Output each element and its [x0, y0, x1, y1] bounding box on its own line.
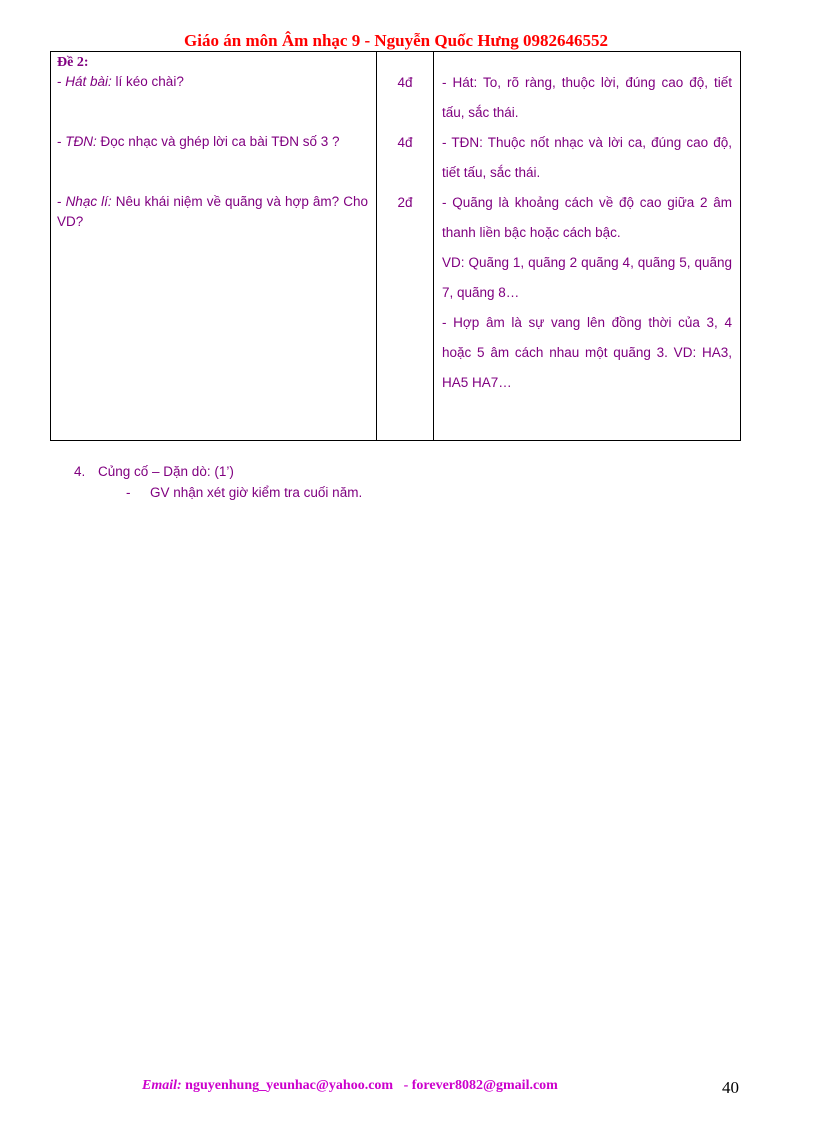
- question-music-theory: - Nhạc lí: Nêu khái niệm về quãng và hợp âm? Cho VD?: [57, 194, 368, 229]
- answer-singing: - Hát: To, rõ ràng, thuộc lời, đúng cao độ, tiết tấu, sắc thái.: [442, 75, 732, 120]
- questions-column: [51, 52, 377, 440]
- exam-title: Đề 2:: [57, 55, 89, 70]
- score-sight-reading: 4đ: [397, 135, 413, 150]
- summary-item: - GV nhận xét giờ kiểm tra cuối năm.: [126, 485, 363, 500]
- answer-sight-reading: - TĐN: Thuộc nốt nhạc và lời ca, đúng cao độ, tiết tấu, sắc thái.: [442, 135, 732, 180]
- page-header: Giáo án môn Âm nhạc 9 - Nguyễn Quốc Hưng 0982646552: [184, 31, 608, 50]
- footer-email: Email: nguyenhung_yeunhac@yahoo.com - forever8082@gmail.com: [142, 1078, 558, 1093]
- summary-section: [74, 461, 363, 500]
- answers-column: [434, 52, 740, 440]
- answer-interval-definition: - Quãng là khoảng cách về độ cao giữa 2 âm thanh liền bậc hoặc cách bậc.: [442, 195, 732, 240]
- question-singing: - Hát bài: lí kéo chài?: [57, 74, 184, 89]
- scores-column: [377, 52, 434, 440]
- score-singing: 4đ: [397, 75, 413, 90]
- summary-heading: 4. Củng cố – Dặn dò: (1’): [74, 464, 234, 479]
- score-music-theory: 2đ: [397, 195, 413, 210]
- answer-interval-examples: VD: Quãng 1, quãng 2 quãng 4, quãng 5, quãng 7, quãng 8…: [442, 255, 732, 300]
- exam-table: [50, 51, 741, 441]
- answer-chord-definition: - Hợp âm là sự vang lên đồng thời của 3, 4 hoặc 5 âm cách nhau một quãng 3. VD: HA3, HA5 HA7…: [442, 315, 732, 390]
- page-number: 40: [722, 1078, 739, 1097]
- question-sight-reading: - TĐN: Đọc nhạc và ghép lời ca bài TĐN số 3 ?: [57, 134, 340, 149]
